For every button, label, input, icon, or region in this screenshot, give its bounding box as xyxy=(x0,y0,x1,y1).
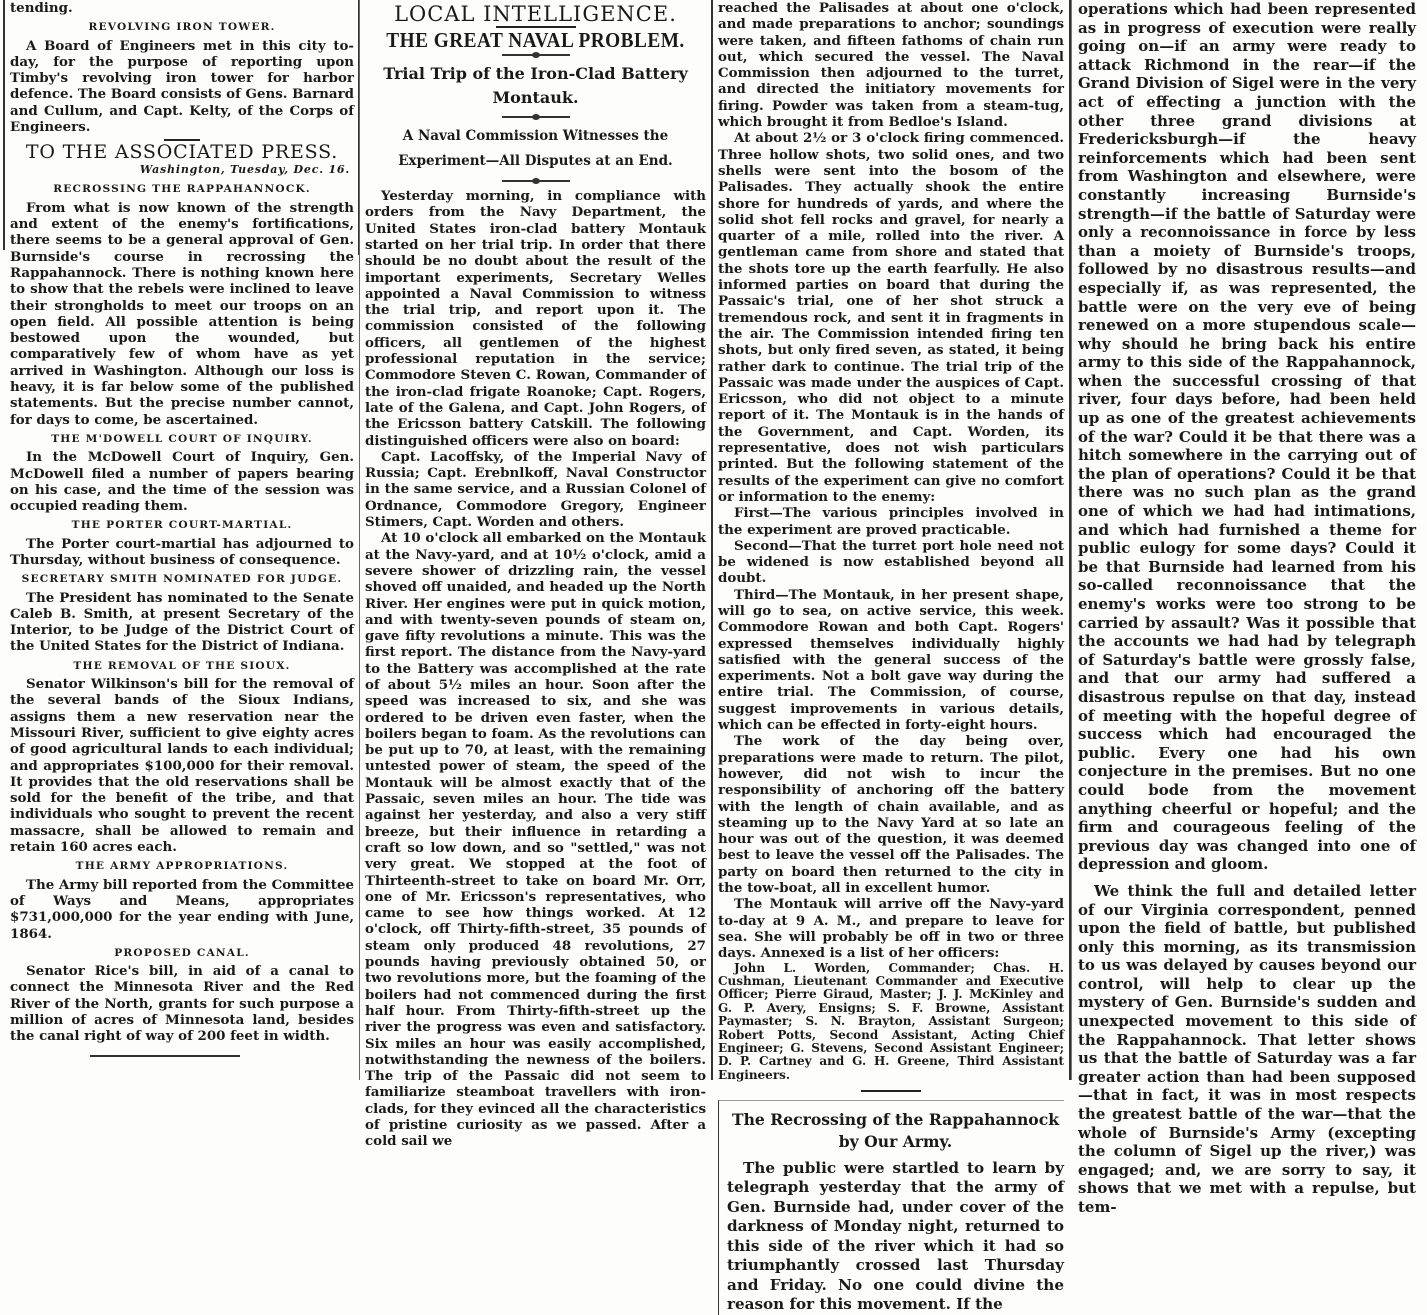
column-local-intelligence xyxy=(365,0,706,1150)
headline: THE GREAT NAVAL PROBLEM. xyxy=(386,27,685,52)
subhead-iron-tower: REVOLVING IRON TOWER. xyxy=(88,21,276,34)
column-rule xyxy=(711,0,713,1080)
editorial-paragraph: The public were startled to learn by telegraph yesterday that the army of Gen. Burnside had, under cover of the darkness of Monday night, returned to this side of the river which it had so triumphantly crossed last Thursday and Friday. No one could divine the reason for this movement. If the xyxy=(727,1158,1064,1314)
ornament-rule xyxy=(502,54,570,56)
article-porter: The Porter court-martial has adjourned to Thursday, without business of consequence. xyxy=(10,535,354,568)
subhead-sioux: THE REMOVAL OF THE SIOUX. xyxy=(73,659,291,672)
ornament-rule xyxy=(502,116,570,118)
end-rule xyxy=(90,1055,240,1057)
ornament-rule xyxy=(502,180,570,182)
subhead-mcdowell: THE M'DOWELL COURT OF INQUIRY. xyxy=(51,432,313,445)
deck-commission: A Naval Commission Witnesses the Experiment—All Disputes at an End. xyxy=(398,128,673,170)
subhead-porter: THE PORTER COURT-MARTIAL. xyxy=(71,519,293,532)
article-paragraph: First—The various principles involved in the experiment are proved practicable. xyxy=(718,505,1064,538)
paragraph-gap xyxy=(1078,874,1416,882)
subhead-smith: SECRETARY SMITH NOMINATED FOR JUDGE. xyxy=(21,573,343,586)
associated-press-heading: TO THE ASSOCIATED PRESS. xyxy=(25,140,339,163)
article-paragraph: reached the Palisades at about one o'clock, and made preparations to anchor; soundings were taken, and fifteen fathoms of chain run out, which secured the vessel. The Naval Commission then adjourned to the turret, and directed the initiatory movements for firing. Powder was taken from a steam-tug, which brought it from Bedloe's Island. xyxy=(718,0,1064,131)
editorial-paragraph: We think the full and detailed letter of our Virginia correspondent, penned upon the field of battle, but published only this morning, as its transmission to us was delayed by causes beyond our control, will help to clear up the mystery of Gen. Burnside's sudden and unexpected movement to this side of the Rappahannock. That letter shows us that the battle of Saturday was a far greater action than had been supposed—that in fact, it was in most respects the greatest battle of the war—that the whole of Burnside's Army (excepting the column of Sigel up the river,) was engaged; and, we are sorry to say, it shows that we met with a repulse, but tem- xyxy=(1078,881,1416,1216)
deck-trial-trip: Trial Trip of the Iron-Clad Battery Montauk. xyxy=(383,64,688,108)
column-rule xyxy=(3,0,5,250)
column-rule xyxy=(1071,0,1072,1080)
article-paragraph: Second—That the turret port hole need not be widened is now established beyond all doubt. xyxy=(718,537,1064,587)
subhead-army-appropriations: THE ARMY APPROPRIATIONS. xyxy=(75,860,289,873)
subhead-recrossing: RECROSSING THE RAPPAHANNOCK. xyxy=(53,183,311,196)
editorial-heading: The Recrossing of the Rappahannock by Our Army. xyxy=(731,1109,1059,1151)
article-paragraph: Capt. Lacoffsky, of the Imperial Navy of Russia; Capt. Erebnlkoff, Naval Constructor in the same service, and a Russian Colonel of Ordnance, Commodore Gregory, Engineer Stimers, Capt. Worden and others. xyxy=(365,448,706,531)
fragment-text: tending. xyxy=(10,0,73,16)
subhead-canal: PROPOSED CANAL. xyxy=(114,946,250,959)
article-army-appropriations: The Army bill reported from the Committee of Ways and Means, appropriates $731,000,000 for the year ending with June, 1864. xyxy=(10,876,354,942)
article-mcdowell: In the McDowell Court of Inquiry, Gen. McDowell filed a number of papers bearing on his case, and the time of the session was occupied reading them. xyxy=(10,449,354,515)
column-rule xyxy=(359,0,360,1080)
article-paragraph: The Montauk will arrive off the Navy-yard to-day at 9 A. M., and prepare to leave for sea. She will probably be off in two or three days. Annexed is a list of her officers: xyxy=(718,896,1064,962)
article-recrossing: From what is now known of the strength and extent of the enemy's fortifications, there seems to be a general approval of Gen. Burnside's course in recrossing the Rappahannock. There is nothing known here to show that the rebels were inclined to leave their strongholds to meet our troops on an open field. All possible attention is being bestowed upon the wounded, but comparatively few of whom have as yet arrived in Washington. Although our loss is heavy, it is far below some of the published statements. But the precise number cannot, for days to come, be ascertained. xyxy=(10,199,354,428)
editorial-paragraph: operations which had been represented as in progress of execution were really going on—if an army were ready to attack Richmond in the rear—if the Grand Division of Sigel were in the very act of effecting a junction with the other three grand divisions at Fredericksburgh—if the heavy reinforcements which had been sent from Washington and elsewhere, were constantly increasing Burnside's strength—if the battle of Saturday were only a reconnoissance in force by less than a moiety of Burnside's troops, followed by no disastrous results—and especially if, as was represented, the battle were on the very eve of being renewed on a more stupendous scale—why should he bring back his entire army to this side of the Rappahannock, when the successful crossing of that river, four days before, had been held up as one of the greatest achievements of the war? Could it be that there was a hitch somewhere in the carrying out of the plan of operations? Could it be that there was no such plan as the grand one of which we had had intimations, and which had furnished a theme for public eulogy for some days? Could it be that Burnside had learned from his so-called reconnoissance that the enemy's works were too strong to be carried by assault? Was it possible that the accounts we had had by telegraph of Saturday's battle were grossly false, and that our army had suffered a disastrous repulse on that day, instead of meeting with the hopeful degree of success which had encouraged the public. Every one had his own conjecture in the premises. But no one could bode from the movement anything cheerful or hopeful; and the firm and courageous feeling of the previous day was changed into one of depression and gloom. xyxy=(1078,0,1416,874)
article-paragraph: The work of the day being over, preparations were made to return. The pilot, however, did not wish to incur the responsibility of anchoring off the battery with the length of chain available, and as steaming up to the Navy Yard at so late an hour was out of the question, it was deemed best to leave the vessel off the Palisades. The party on board then returned to the city in the tow-boat, all in excellent humor. xyxy=(718,733,1064,897)
article-sioux: Senator Wilkinson's bill for the removal of the several bands of the Sioux Indians, assigns them a new reservation near the Missouri River, sufficient to give eighty acres of good agricultural lands to each individual; and appropriates $100,000 for their removal. It provides that the old reservations shall be sold for the benefit of the tribe, and that individuals who sought to prevent the recent massacre, shall be allowed to remain and retain 160 acres each. xyxy=(10,676,354,856)
article-iron-tower: A Board of Engineers met in this city to-day, for the purpose of reporting upon Timby's revolving iron tower for harbor defence. The Board consists of Gens. Barnard and Cullum, and Capt. Kelty, of the Corps of Engineers. xyxy=(10,37,354,136)
article-paragraph: Third—The Montauk, in her present shape, will go to sea, on active service, this week. Commodore Rowan and both Capt. Rogers' expressed themselves individually highly satisfied with the general success of the experiments. Not a bolt gave way during the entire trial. The Commission, of course, suggest improvements in various details, which can be effected in forty-eight hours. xyxy=(718,586,1064,734)
article-paragraph: Yesterday morning, in compliance with orders from the Navy Department, the United States iron-clad battery Montauk started on her trial trip. In order that there should be no doubt about the result of the important experiments, Secretary Welles appointed a Naval Commission to witness the trial trip, and report upon it. The commission consisted of the following officers, all gentlemen of the highest professional reputation in the service; Commodore Steven C. Rowan, Commander of the iron-clad frigate Roanoke; Capt. Rogers, late of the Galena, and Capt. John Rogers, of the Ericsson battery Catskill. The following distinguished officers were also on board: xyxy=(365,188,706,449)
section-masthead: LOCAL INTELLIGENCE. xyxy=(394,2,677,26)
column-naval-continued xyxy=(718,0,1064,1315)
article-paragraph: At about 2½ or 3 o'clock firing commenced. Three hollow shots, two solid ones, and two shells were sent into the bosom of the Palisades. They actually shook the entire shore for hundreds of yards, and where the solid shot fell rocks and gravel, for nearly a quarter of a mile, rolled into the river. A gentleman came from shore and stated that the shots tore up the earth fearfully. He also informed parties on board that during the Passaic's trial, one of her shot struck a tremendous rock, and sent it in fragments in the air. The Commission intended firing ten shots, but only fired seven, as stated, it being rather dark to continue. The trial trip of the Passaic was made under the auspices of Capt. Ericsson, who did not object to a minute report of it. The Montauk is in the hands of the Government, and Capt. Worden, its representative, does not wish particulars printed. But the following statement of the results of the experiment can give no comfort or information to the enemy: xyxy=(718,130,1064,505)
article-smith: The President has nominated to the Senate Caleb B. Smith, at present Secretary of the Interior, to be Judge of the District Court of the United States for the District of Indiana. xyxy=(10,589,354,655)
column-editorial-continued xyxy=(1078,0,1416,1217)
dateline: Washington, Tuesday, Dec. 16. xyxy=(139,163,350,177)
article-paragraph: At 10 o'clock all embarked on the Montauk at the Navy-yard, and at 10½ o'clock, amid a severe shower of drizzling rain, the vessel shoved off unaided, and headed up the North River. Her engines were put in quick motion, and with twenty-seven pounds of steam on, gave fifty revolutions a minute. This was the first report. The distance from the Navy-yard to the Battery was accomplished at the rate of about 5½ miles an hour. Soon after the speed was increased to six, and she was ordered to be driven even faster, when the boilers began to foam. As the revolutions can be put up to 70, at least, with the remaining untested power of steam, the speed of the Montauk will be almost exactly that of the Passaic, seven miles an hour. The tide was against her yesterday, and also a very stiff breeze, but their influence in retarding a craft so low down, and so "settled," was not very great. We stopped at the foot of Thirteenth-street to take on board Mr. Orr, one of Mr. Ericsson's representatives, who came to see how things worked. At 12 o'clock, off Thirty-fifth-street, 35 pounds of steam only produced 48 revolutions, 27 pounds having previously obtained 50, or two revolutions more, but the foaming of the boilers had not commenced during the first half hour. From Thirty-fifth-street up the river the progress was even and satisfactory. Six miles an hour was easily accomplished, notwithstanding the newness of the boilers. The trip of the Passaic did not seem to familiarize steamboat travellers with iron-clads, for they evinced all the characteristics of pristine curiosity as we passed. After a cold sail we xyxy=(365,530,706,1150)
rappahannock-editorial xyxy=(718,1100,1064,1315)
officers-list: John L. Worden, Commander; Chas. H. Cushman, Lieutenant Commander and Executive Officer; Pierre Giraud, Master; J. J. McKinley and G. P. Avery, Ensigns; S. F. Browne, Assistant Paymaster; S. N. Brayton, Assistant Surgeon; Robert Potts, Second Assistant, Acting Chief Engineer; G. Stevens, Second Assistant Engineer; D. P. Cartney and G. H. Greene, Third Assistant Engineers. xyxy=(718,960,1064,1082)
divider xyxy=(861,1090,921,1092)
column-washington-news xyxy=(10,0,354,1065)
article-canal: Senator Rice's bill, in aid of a canal to connect the Minnesota River and the Red River of the North, grants for such purpose a million of acres of Minnesota land, besides the canal right of way of 200 feet in width. xyxy=(10,963,354,1045)
